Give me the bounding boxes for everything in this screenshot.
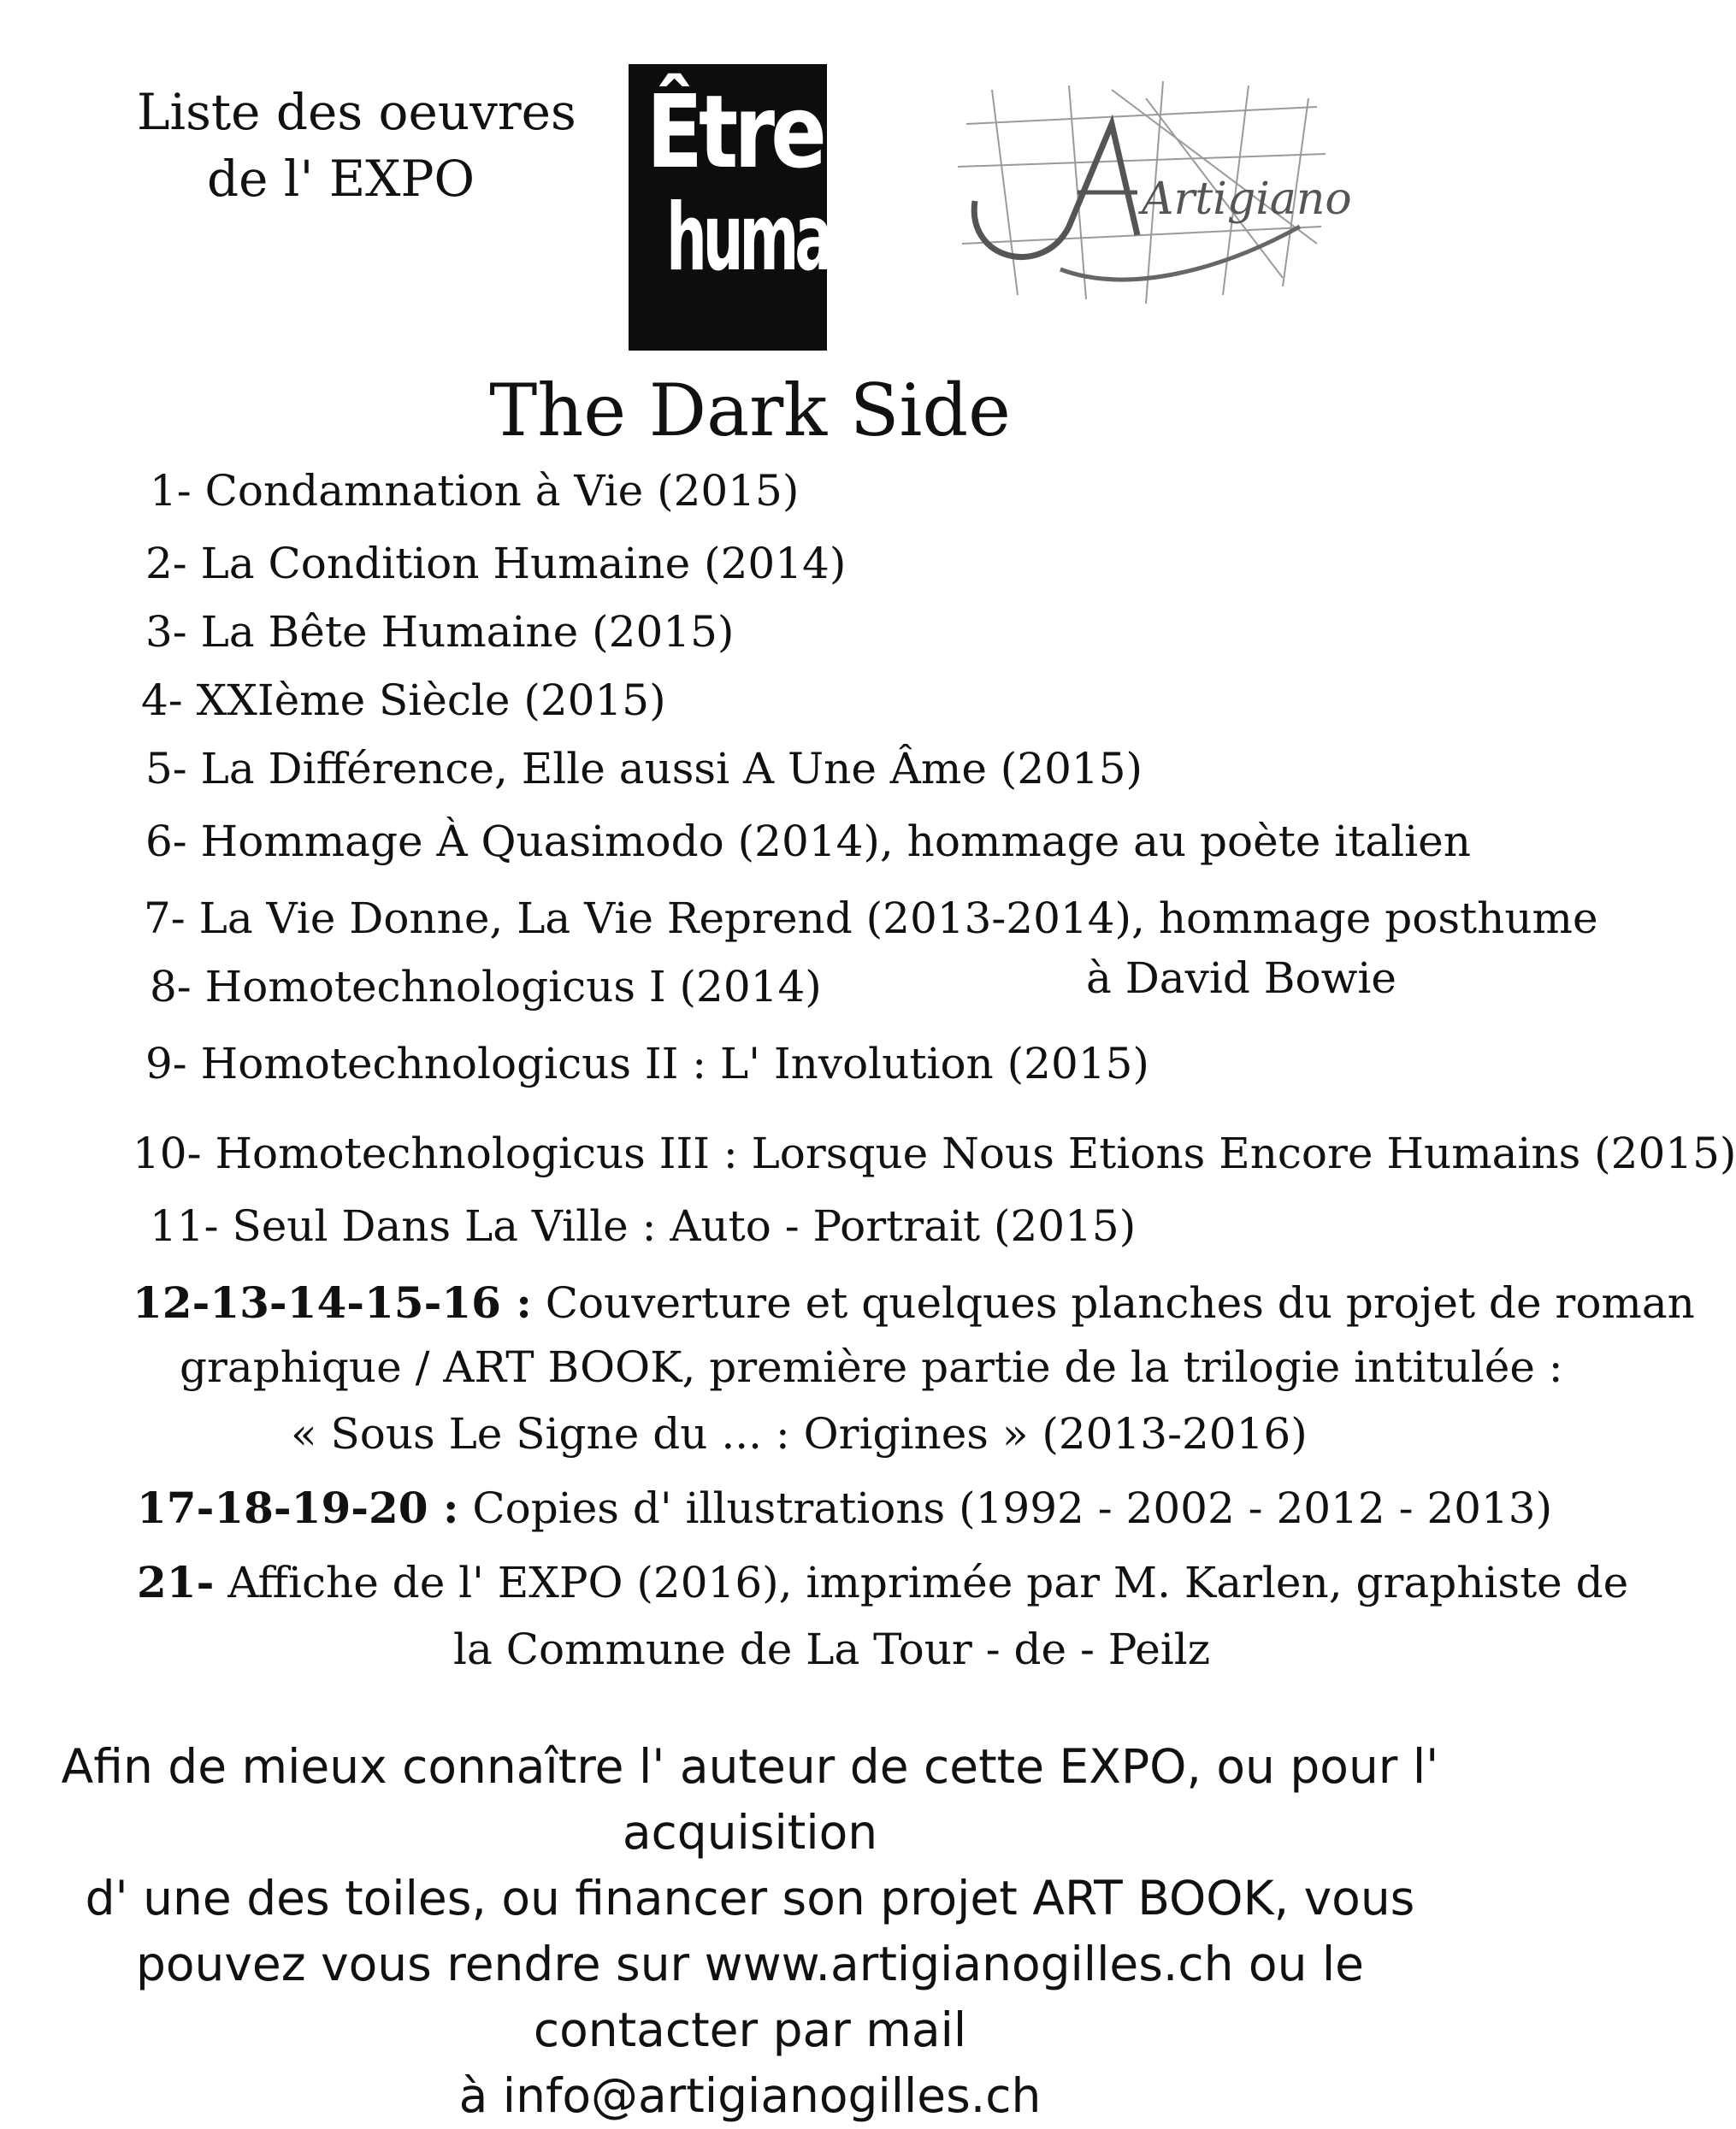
work-title: Condamnation à Vie (2015) — [204, 466, 800, 516]
work-number: 9- — [145, 1039, 187, 1088]
artigiano-logo-text: Artigiano — [1142, 174, 1352, 225]
work-title: Hommage À Quasimodo (2014), hommage au poète italien — [200, 817, 1471, 866]
work-number: 3- — [145, 607, 187, 657]
work-number: 17-18-19-20 : — [137, 1483, 459, 1533]
work-title: Copies d' illustrations (1992 - 2002 - 2012 - 2013) — [472, 1483, 1553, 1533]
work-number: 1- — [150, 466, 192, 516]
work-item-7-continued — [1086, 953, 1396, 1003]
work-title: XXIème Siècle (2015) — [196, 675, 666, 725]
logo-word-humain: humain — [666, 185, 882, 292]
work-number: 12-13-14-15-16 : — [133, 1277, 532, 1328]
work-title: Homotechnologicus II : L' Involution (2015) — [200, 1039, 1149, 1088]
footer-line3: pouvez vous rendre sur www.artigianogilles.ch ou le contacter par mail — [135, 1937, 1365, 2057]
work-item-5 — [145, 744, 1143, 793]
work-item-2 — [145, 539, 846, 588]
work-number: 6- — [145, 817, 187, 866]
work-item-21-line2 — [453, 1625, 1210, 1674]
work-title: La Vie Donne, La Vie Reprend (2013-2014), hommage posthume — [198, 893, 1598, 943]
work-title: Homotechnologicus I (2014) — [204, 962, 822, 1011]
work-item-1 — [150, 466, 799, 516]
work-title: Seul Dans La Ville : Auto - Portrait (2015) — [232, 1201, 1137, 1251]
work-title: Couverture et quelques planches du projet de roman — [545, 1278, 1695, 1328]
list-heading-line2: de l' EXPO — [207, 150, 475, 208]
work-title: « Sous Le Signe du ... : Origines » (2013-2016) — [291, 1409, 1308, 1459]
work-number: 8- — [150, 962, 192, 1011]
work-item-9 — [145, 1039, 1149, 1088]
work-item-7 — [144, 893, 1598, 943]
logo-word-etre: Être — [646, 73, 823, 191]
work-number: 2- — [145, 539, 187, 588]
work-title: à David Bowie — [1086, 953, 1396, 1003]
work-title: La Condition Humaine (2014) — [200, 539, 847, 588]
work-title: La Différence, Elle aussi A Une Âme (2015) — [200, 744, 1143, 793]
work-title: Homotechnologicus III : Lorsque Nous Etions Encore Humains (2015) — [215, 1129, 1736, 1178]
work-item-8 — [150, 962, 822, 1011]
work-number: 7- — [144, 893, 186, 943]
work-number: 4- — [141, 675, 183, 725]
work-item-12-16-line3 — [291, 1409, 1308, 1459]
work-number: 21- — [137, 1557, 215, 1607]
work-item-17-20 — [137, 1483, 1552, 1533]
work-item-3 — [145, 607, 734, 657]
work-item-10 — [133, 1129, 1736, 1178]
work-item-21 — [137, 1558, 1628, 1607]
footer-line1: Afin de mieux connaître l' auteur de cette EXPO, ou pour l' acquisition — [61, 1739, 1439, 1860]
work-item-4 — [141, 675, 666, 725]
list-heading-line1: Liste des oeuvres — [137, 83, 576, 141]
work-title: la Commune de La Tour - de - Peilz — [453, 1625, 1211, 1674]
work-item-6 — [145, 817, 1471, 866]
page-title: The Dark Side — [489, 369, 1011, 452]
footer-line2: d' une des toiles, ou financer son projet ART BOOK, vous — [85, 1871, 1415, 1926]
work-number: 5- — [145, 744, 187, 793]
footer-line4: à info@artigianogilles.ch — [458, 2068, 1042, 2123]
work-item-12-16 — [133, 1278, 1695, 1328]
work-item-12-16-line2 — [180, 1342, 1563, 1392]
work-number: 10- — [133, 1129, 202, 1178]
work-item-11 — [150, 1201, 1136, 1251]
work-number: 11- — [150, 1201, 219, 1251]
work-title: Affiche de l' EXPO (2016), imprimée par M. Karlen, graphiste de — [227, 1558, 1629, 1607]
work-title: graphique / ART BOOK, première partie de la trilogie intitulée : — [180, 1342, 1563, 1392]
work-title: La Bête Humaine (2015) — [200, 607, 735, 657]
contact-footer — [51, 1734, 1449, 2129]
